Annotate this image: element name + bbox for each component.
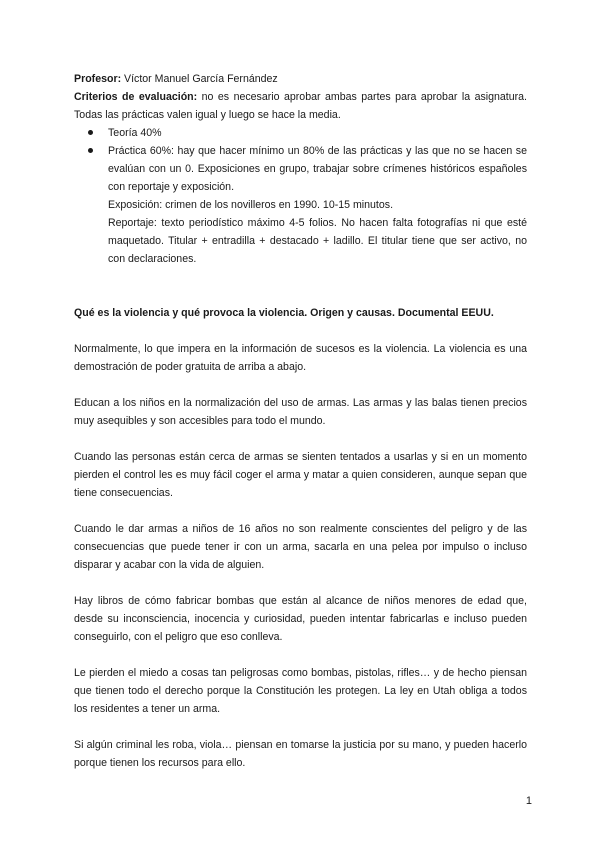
- exposicion-note: Exposición: crimen de los novilleros en 1990. 10-15 minutos.: [108, 199, 394, 211]
- body-paragraph: Hay libros de cómo fabricar bombas que están al alcance de niños menores de edad que, desde su inconsciencia, inocencia y curiosidad, pueden intentar fabricarlas e incluso pueden conseguirlo, con el peligro que eso conlleva.: [74, 595, 527, 643]
- profesor-line: [74, 70, 527, 88]
- page-number: 1: [525, 795, 532, 807]
- profesor-name: Víctor Manuel García Fernández: [121, 73, 278, 85]
- body-paragraph: Educan a los niños en la normalización del uso de armas. Las armas y las balas tienen precios muy asequibles y son accesibles para todo el mundo.: [74, 397, 527, 427]
- criterios-label: Criterios de evaluación:: [74, 91, 198, 103]
- profesor-label: Profesor:: [74, 73, 122, 85]
- reportaje-note: Reportaje: texto periodístico máximo 4-5 folios. No hacen falta fotografías ni que esté maquetado. Titular + entradilla + destacado + ladillo. El titular tiene que ser activo, no con declaraciones.: [108, 217, 527, 265]
- bullet-icon: [88, 130, 93, 135]
- bullet-icon: [88, 148, 93, 153]
- criterios-line: [74, 88, 527, 124]
- body-paragraph: Le pierden el miedo a cosas tan peligrosas como bombas, pistolas, rifles… y de hecho piensan que tienen todo el derecho porque la Constitución les protegen. La ley en Utah obliga a todos los residentes a tener un arma.: [74, 667, 527, 715]
- criteria-list: [74, 124, 527, 268]
- body-paragraph: Cuando le dar armas a niños de 16 años no son realmente conscientes del peligro y de las consecuencias que puede tener ir con un arma, sacarla en una pelea por impulso o incluso disparar y acabar con la vida de alguien.: [74, 523, 527, 571]
- body-paragraph: Cuando las personas están cerca de armas se sienten tentados a usarlas y si en un momento pierden el control les es muy fácil coger el arma y matar a quien consideren, aunque sepan que tiene consecuencias.: [74, 451, 527, 499]
- criteria-item-text: Teoría 40%: [108, 127, 162, 139]
- criteria-item-teoria: [108, 124, 527, 142]
- body-paragraph: Si algún criminal les roba, viola… piensan en tomarse la justicia por su mano, y pueden hacerlo porque tienen los recursos para ello.: [74, 739, 527, 769]
- criteria-item-practica: [108, 142, 527, 268]
- criterios-text: no es necesario aprobar ambas partes para aprobar la asignatura. Todas las prácticas valen igual y luego se hace la media.: [74, 91, 527, 121]
- body-paragraph: Normalmente, lo que impera en la información de sucesos es la violencia. La violencia es una demostración de poder gratuita de arriba a abajo.: [74, 343, 527, 373]
- document-body: [74, 70, 527, 772]
- criteria-item-text: Práctica 60%: hay que hacer mínimo un 80% de las prácticas y las que no se hacen se evalúan con un 0. Exposiciones en grupo, trabajar sobre crímenes históricos españoles con reportaje y exposición.: [108, 145, 527, 193]
- section-heading: Qué es la violencia y qué provoca la violencia. Origen y causas. Documental EEUU.: [74, 307, 494, 319]
